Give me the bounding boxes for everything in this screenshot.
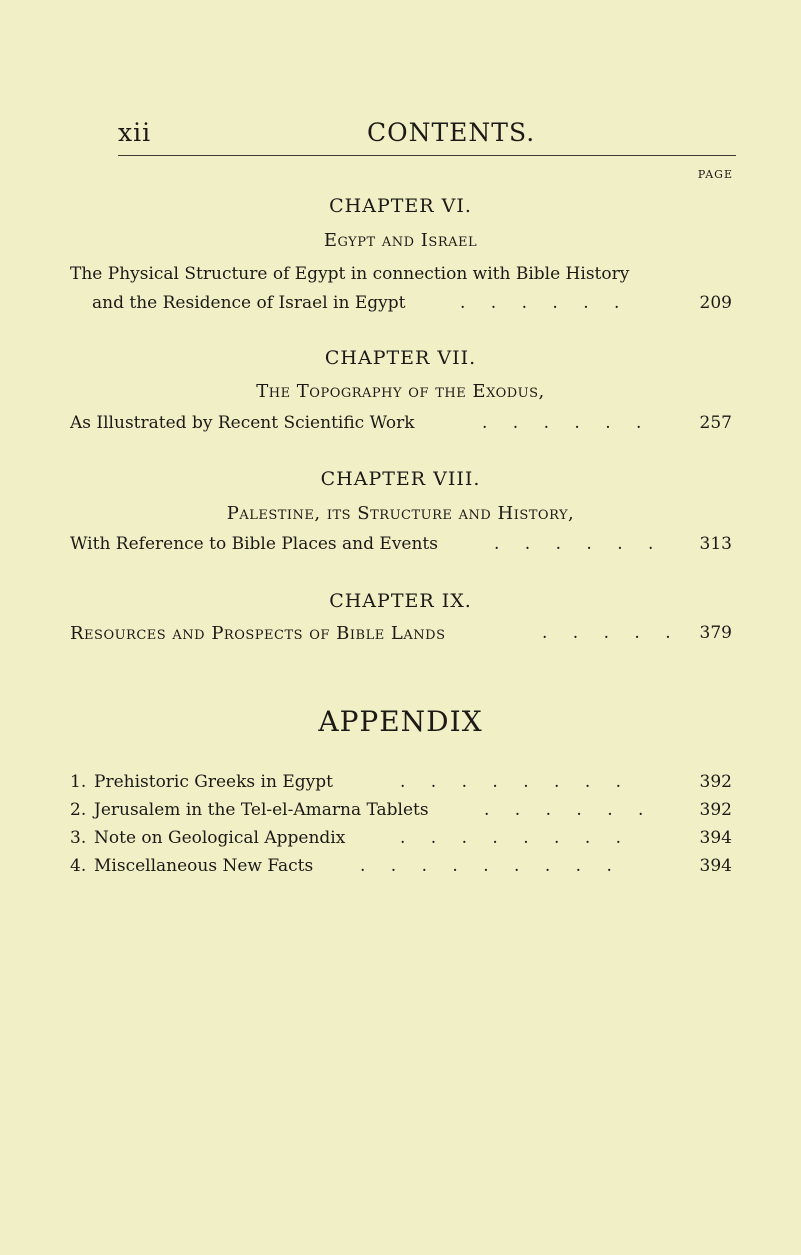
page-column-label: PAGE — [697, 168, 733, 181]
appendix-item-4-page: 394 — [699, 856, 732, 876]
chapter-6-line2: and the Residence of Israel in Egypt — [92, 293, 406, 313]
chapter-9-leader-dots: . . . . . — [542, 623, 681, 643]
appendix-item-2-page: 392 — [699, 800, 732, 820]
chapter-6-page: 209 — [699, 293, 732, 313]
chapter-8-leader-dots: . . . . . . — [494, 534, 664, 554]
appendix-item-1-page: 392 — [699, 772, 732, 792]
appendix-item-2 — [70, 800, 429, 820]
appendix-item-text: Miscellaneous New Facts — [94, 856, 314, 876]
appendix-item-3-page: 394 — [699, 828, 732, 848]
appendix-item-4-leader-dots: . . . . . . . . . — [360, 856, 622, 876]
chapter-6-heading: CHAPTER VI. — [329, 195, 472, 217]
header-rule — [118, 155, 736, 156]
page-folio: xii — [118, 118, 152, 147]
chapter-9-page: 379 — [699, 623, 732, 643]
chapter-9-heading: CHAPTER IX. — [329, 590, 472, 612]
appendix-title: APPENDIX — [318, 705, 483, 738]
appendix-item-text: Jerusalem in the Tel-el-Amarna Tablets — [94, 800, 429, 820]
appendix-item-number: 4. — [70, 856, 87, 876]
chapter-6-subtitle: Egypt and Israel — [323, 230, 478, 251]
chapter-9-line1: Resources and Prospects of Bible Lands — [70, 623, 446, 644]
appendix-item-2-leader-dots: . . . . . . — [484, 800, 654, 820]
appendix-item-1-leader-dots: . . . . . . . . — [400, 772, 632, 792]
chapter-8-heading: CHAPTER VIII. — [320, 468, 481, 490]
appendix-item-4 — [70, 856, 313, 876]
chapter-7-heading: CHAPTER VII. — [324, 347, 477, 369]
chapter-8-line1: With Reference to Bible Places and Events — [70, 534, 438, 554]
chapter-7-page: 257 — [699, 413, 732, 433]
appendix-item-3-leader-dots: . . . . . . . . — [400, 828, 632, 848]
appendix-item-text: Prehistoric Greeks in Egypt — [94, 772, 333, 792]
chapter-6-leader-dots: . . . . . . — [460, 293, 630, 313]
appendix-item-1 — [70, 772, 333, 792]
chapter-8-page: 313 — [699, 534, 732, 554]
page-title: CONTENTS. — [367, 118, 536, 147]
chapter-7-line1: As Illustrated by Recent Scientific Work — [70, 413, 415, 433]
appendix-item-number: 3. — [70, 828, 87, 848]
appendix-item-number: 2. — [70, 800, 87, 820]
appendix-item-3 — [70, 828, 345, 848]
chapter-6-line1: The Physical Structure of Egypt in connection with Bible History — [70, 264, 630, 284]
chapter-7-subtitle: The Topography of the Exodus, — [256, 381, 545, 402]
appendix-item-text: Note on Geological Appendix — [94, 828, 346, 848]
chapter-7-leader-dots: . . . . . . — [482, 413, 652, 433]
chapter-8-subtitle: Palestine, its Structure and History, — [226, 503, 575, 524]
appendix-item-number: 1. — [70, 772, 87, 792]
